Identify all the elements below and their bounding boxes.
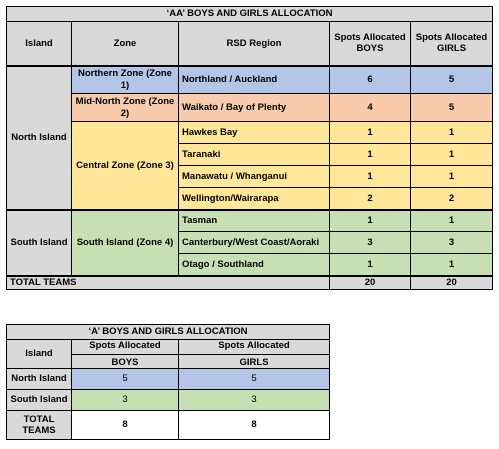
zone2-cell: Mid-North Zone (Zone 2) <box>72 94 179 122</box>
aa-allocation-table <box>6 6 493 290</box>
zone3-cell: Central Zone (Zone 3) <box>72 122 179 210</box>
boys-header-bottom: BOYS <box>72 354 178 368</box>
south-island-cell: South Island <box>7 390 72 411</box>
total-teams-label: TOTAL TEAMS <box>7 276 330 290</box>
zone1-cell: Northern Zone (Zone 1) <box>72 66 179 94</box>
a-allocation-table <box>6 324 330 440</box>
aa-table-title: ‘AA’ BOYS AND GIRLS ALLOCATION <box>7 7 493 22</box>
girls-cell: 5 <box>179 369 330 390</box>
region-cell: Northland / Auckland <box>179 66 330 94</box>
total-teams-label: TOTAL TEAMS <box>7 411 72 440</box>
boys-cell: 5 <box>72 369 179 390</box>
south-island-cell: South Island <box>7 210 72 276</box>
region-cell: Waikato / Bay of Plenty <box>179 94 330 122</box>
zone4-cell: South Island (Zone 4) <box>72 210 179 276</box>
north-island-cell: North Island <box>7 369 72 390</box>
boys-cell: 1 <box>330 122 411 144</box>
girls-cell: 1 <box>411 122 493 144</box>
girls-header: Spots Allocated GIRLS <box>411 22 493 66</box>
boys-cell: 6 <box>330 66 411 94</box>
boys-cell: 3 <box>330 232 411 254</box>
girls-cell: 1 <box>411 166 493 188</box>
north-island-cell: North Island <box>7 66 72 210</box>
girls-cell: 1 <box>411 210 493 232</box>
region-cell: Tasman <box>179 210 330 232</box>
girls-header-bottom: GIRLS <box>179 354 329 368</box>
island-header: Island <box>7 22 72 66</box>
boys-cell: 1 <box>330 166 411 188</box>
girls-cell: 5 <box>411 66 493 94</box>
boys-cell: 2 <box>330 188 411 210</box>
girls-cell: 1 <box>411 254 493 276</box>
girls-cell: 2 <box>411 188 493 210</box>
boys-cell: 1 <box>330 144 411 166</box>
boys-header-top: Spots Allocated <box>89 340 161 352</box>
region-cell: Taranaki <box>179 144 330 166</box>
a-table-title: ‘A’ BOYS AND GIRLS ALLOCATION <box>7 325 330 340</box>
boys-header: Spots Allocated BOYS <box>330 22 411 66</box>
zone-header: Zone <box>72 22 179 66</box>
girls-cell: 3 <box>411 232 493 254</box>
boys-cell: 1 <box>330 254 411 276</box>
girls-cell: 5 <box>411 94 493 122</box>
region-cell: Wellington/Wairarapa <box>179 188 330 210</box>
boys-cell: 1 <box>330 210 411 232</box>
region-cell: Canterbury/West Coast/Aoraki <box>179 232 330 254</box>
region-cell: Manawatu / Whanganui <box>179 166 330 188</box>
girls-cell: 1 <box>411 144 493 166</box>
region-header: RSD Region <box>179 22 330 66</box>
total-boys-cell: 20 <box>330 276 411 290</box>
total-girls-cell: 8 <box>179 411 330 440</box>
region-cell: Hawkes Bay <box>179 122 330 144</box>
girls-header-top: Spots Allocated <box>218 340 290 352</box>
girls-header <box>179 340 330 369</box>
girls-cell: 3 <box>179 390 330 411</box>
region-cell: Otago / Southland <box>179 254 330 276</box>
boys-cell: 4 <box>330 94 411 122</box>
total-girls-cell: 20 <box>411 276 493 290</box>
boys-cell: 3 <box>72 390 179 411</box>
total-boys-cell: 8 <box>72 411 179 440</box>
boys-header <box>72 340 179 369</box>
island-header: Island <box>7 340 72 369</box>
